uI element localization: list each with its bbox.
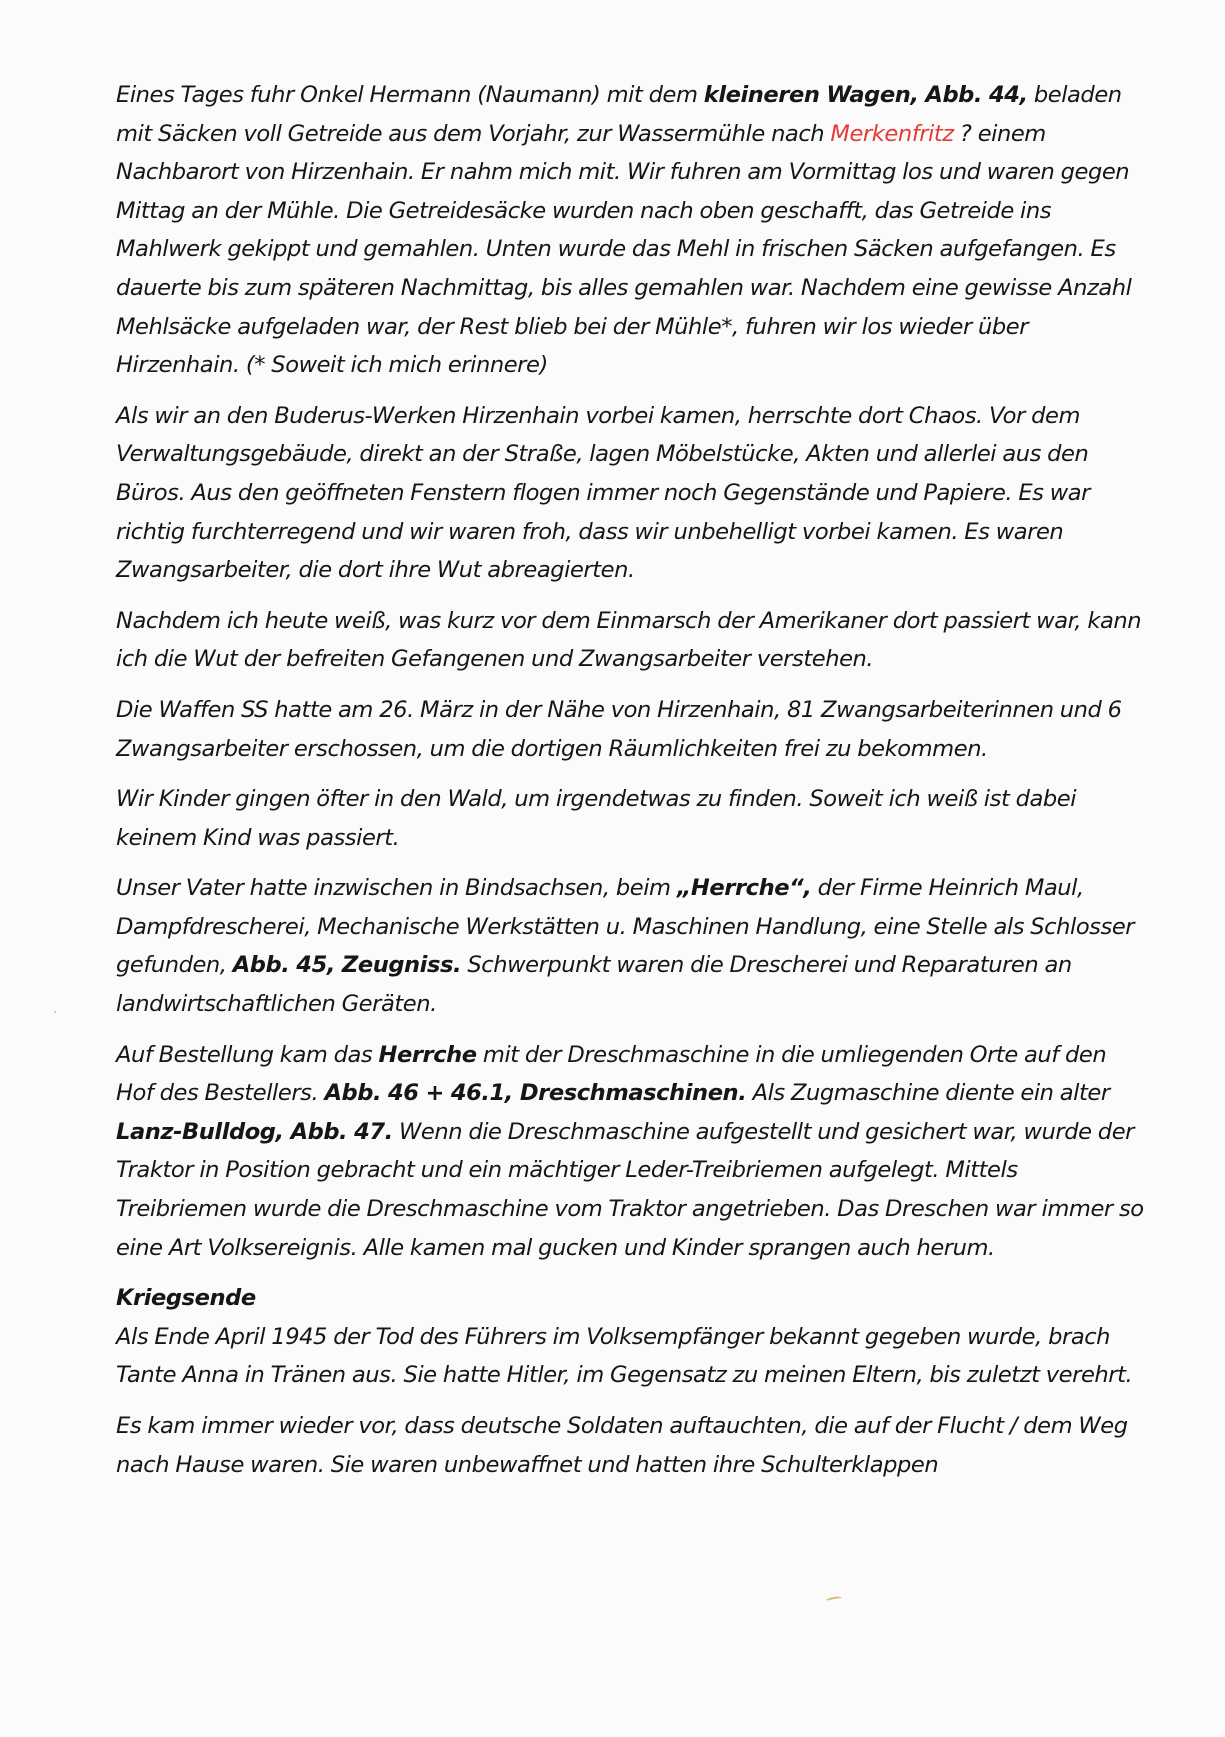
paper-speck [826, 1596, 843, 1604]
bold-text-span: Herrche [378, 1041, 477, 1068]
paragraph-buderus [116, 397, 1146, 590]
text-span: Wir Kinder gingen öfter in den Wald, um irgendetwas zu finden. Soweit ich weiß ist dabei keinem Kind was passiert. [116, 786, 1077, 851]
text-span: Als Ende April 1945 der Tod des Führers im Volksempfänger bekannt gegeben wurde, brach Tante Anna in Tränen aus. Sie hatte Hitler, im Gegensatz zu meinen Eltern, bis zuletzt verehrt. [116, 1323, 1133, 1389]
text-span: beladen mit Säcken voll Getreide aus dem Vorjahr, zur Wassermühle nach [116, 82, 1122, 147]
bold-text-span: Lanz-Bulldog, Abb. 47. [116, 1118, 393, 1145]
bold-text-span: Abb. 45, Zeugniss. [232, 952, 462, 979]
text-span: Es kam immer wieder vor, dass deutsche Soldaten auftauchten, die auf der Flucht / dem Weg nach Hause waren. Sie waren unbewaffnet und hatten ihre Schulterklappen [116, 1413, 1128, 1478]
paragraph-kriegsende [116, 1318, 1146, 1395]
paragraph-wald [116, 780, 1146, 857]
text-span: Wenn die Dreschmaschine aufgestellt und gesichert war, wurde der Traktor in Position gebracht und ein mächtiger Leder-Treibriemen aufgelegt. Mittels Treibriemen wurde die Dreschmaschine vom Traktor angetrieben. Das Dreschen war immer so eine Art Volksereignis. Alle kamen mal gucken und Kinder sprangen auch herum. [116, 1118, 1144, 1261]
paragraph-vater-stelle [116, 869, 1146, 1023]
paragraph-waffen-ss [116, 691, 1146, 768]
bold-text-span: „Herrche“, [676, 875, 812, 902]
text-span: mit der Dreschmaschine in die umliegenden Orte auf den Hof des Bestellers. [116, 1041, 1107, 1107]
text-span: ? einem Nachbarort von Hirzenhain. Er nahm mich mit. Wir fuhren am Vormittag los und waren gegen Mittag an der Mühle. Die Getreidesäcke wurden nach oben geschafft, das Getreide ins Mahlwerk gekippt und gemahlen. Unten wurde das Mehl in frischen Säcken aufgefangen. Es dauerte bis zum späteren Nachmittag, bis alles gemahlen war. Nachdem eine gewisse Anzahl Mehlsäcke aufgeladen war, der Rest blieb bei der Mühle*, fuhren wir los wieder über Hirzenhain. (* Soweit ich mich erinnere) [116, 120, 1132, 379]
paragraph-dreschmaschine [116, 1036, 1146, 1268]
text-span: Auf Bestellung kam das [116, 1041, 379, 1068]
text-span: Als Zugmaschine diente ein alter [746, 1080, 1110, 1107]
paragraph-einmarsch [116, 602, 1146, 679]
bold-text-span: Abb. 46 + 46.1, Dreschmaschinen. [324, 1080, 747, 1107]
bold-text-span: kleineren Wagen, Abb. 44, [703, 82, 1028, 108]
text-span: Die Waffen SS hatte am 26. März in der Nähe von Hirzenhain, 81 Zwangsarbeiterinnen und 6 Zwangsarbeiter erschossen, um die dortigen Räumlichkeiten frei zu bekommen. [116, 696, 1122, 762]
paper-dot [54, 1011, 56, 1013]
text-span: der Firme Heinrich Maul, Dampfdrescherei, Mechanische Werkstätten u. Maschinen Handlung, eine Stelle als Schlosser gefunden, [116, 875, 1135, 979]
paragraph-muehle [116, 76, 1146, 385]
text-span: Unser Vater hatte inzwischen in Bindsachsen, beim [116, 875, 677, 902]
text-span: Eines Tages fuhr Onkel Hermann (Naumann) mit dem [116, 82, 704, 108]
paragraph-soldaten [116, 1407, 1146, 1484]
highlighted-place-name: Merkenfritz [830, 120, 954, 147]
text-span: Nachdem ich heute weiß, was kurz vor dem Einmarsch der Amerikaner dort passiert war, kann ich die Wut der befreiten Gefangenen und Zwangsarbeiter verstehen. [116, 607, 1142, 673]
text-span: Schwerpunkt waren die Drescherei und Reparaturen an landwirtschaftlichen Geräten. [116, 952, 1072, 1018]
document-page [116, 76, 1146, 1484]
section-heading: Kriegsende [116, 1285, 256, 1312]
text-span: Als wir an den Buderus-Werken Hirzenhain vorbei kamen, herrschte dort Chaos. Vor dem Verwaltungsgebäude, direkt an der Straße, lagen Möbelstücke, Akten und allerlei aus den Büros. Aus den geöffneten Fenstern flogen immer noch Gegenstände und Papiere. Es war richtig furchterregend und wir waren froh, dass wir unbehelligt vorbei kamen. Es waren Zwangsarbeiter, die dort ihre Wut abreagierten. [116, 402, 1091, 584]
